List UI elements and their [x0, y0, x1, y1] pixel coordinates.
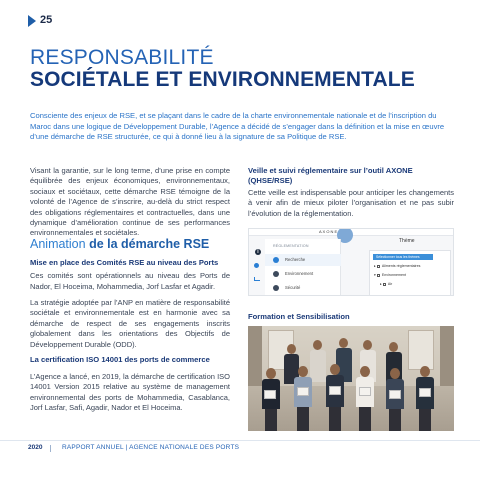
axone-theme-panel — [369, 250, 451, 296]
comites-text: Ces comités sont opérationnels au niveau des Ports de Nador, El Hoceima, Mohammedia, Jorf Lasfar et Agadir. — [30, 271, 230, 291]
leaf-icon — [273, 271, 279, 277]
axone-select-all-button: Sélectionner tous les thèmes — [373, 254, 433, 260]
footer-divider — [0, 440, 480, 441]
left-intro-paragraph: Visant la garantie, sur le long terme, d’une prise en compte équilibrée des enjeux économiques, environnementaux, sociaux et sociétaux, cette démarche RSE témoigne de la volonté de l’Agence de s’inscrire, au-delà du strict respect des obligations réglementaires et contractuelles, dans une dynamique d’amélioration continue de ses performances environnementales et sociétales. — [30, 166, 230, 238]
axone-menu-label: Environnement — [285, 271, 314, 276]
axone-menu-item-recherche — [265, 254, 341, 266]
search-icon — [273, 257, 279, 263]
footer-separator — [50, 445, 51, 452]
page-number: 25 — [40, 14, 53, 26]
page-title-line1: RESPONSABILITÉ — [30, 46, 214, 69]
chart-side-icon — [254, 277, 260, 281]
axone-menu-label: Recherche — [285, 257, 306, 262]
intro-paragraph: Consciente des enjeux de RSE, et se plaçant dans le cadre de la charte environnementale nationale et de l’inscription du Maroc dans une logique de Développement Durable, l’Agence a décidé de s’engager dans la définition et la mise en œuvre d’une démarche de RSE structurée, ce qui à donné lieu à la signature de sa Politique de RSE. — [30, 111, 445, 142]
search-side-icon — [254, 263, 259, 268]
axone-theme-label: Thème — [399, 238, 415, 244]
axone-menu-label: Sécurité — [285, 285, 301, 290]
page-title-line2: SOCIÉTALE ET ENVIRONNEMENTALE — [30, 68, 415, 91]
strategie-paragraph: La stratégie adoptée par l’ANP en matière de responsabilité sociétale et environnementale est en harmonie avec sa démarche de respect de ses engagements inscrits globalement dans les orientations des Objectifs de Développement Durable (ODD). — [30, 298, 230, 349]
footer-year: 2020 — [28, 444, 43, 451]
comites-heading: Mise en place des Comités RSE au niveau des Ports — [30, 258, 219, 267]
section-title — [30, 237, 209, 251]
formation-heading: Formation et Sensibilisation — [248, 312, 350, 321]
iso-text: L’Agence a lancé, en 2019, la démarche de certification ISO 14001 Version 2015 relative au système de management environnemental des ports de Mohammedia, Casablanca, Jorf Lasfar, Safi, Agadir, Nador et El Hoceima. — [30, 372, 230, 413]
footer-title: RAPPORT ANNUEL | AGENCE NATIONALE DES PORTS — [62, 444, 240, 451]
shield-icon — [273, 285, 279, 291]
footer — [0, 444, 480, 454]
veille-text: Cette veille est indispensable pour anticiper les changements à venir afin de mieux piloter l’organisation et ne pas subir l’évolution de la réglementation. — [248, 188, 454, 218]
triangle-marker-icon — [28, 15, 36, 27]
section-title-light: Animation — [30, 237, 90, 251]
info-icon: i — [255, 249, 261, 255]
axone-menu-item-securite — [265, 282, 341, 294]
axone-tree-item: ▸ Air — [380, 282, 393, 286]
axone-section-label: RÉGLEMENTATION — [273, 244, 309, 248]
axone-brand: A X O N E — [319, 229, 338, 234]
axone-menu-item-environnement — [265, 268, 341, 280]
comites-block — [30, 258, 230, 292]
axone-screenshot — [248, 228, 454, 296]
page-number-row — [0, 14, 480, 28]
iso-heading: La certification ISO 14001 des ports de commerce — [30, 355, 210, 364]
axone-tree-item: ▾ Environnement — [374, 273, 406, 277]
group-photo — [248, 326, 454, 431]
section-title-bold: de la démarche RSE — [89, 237, 210, 251]
veille-heading: Veille et suivi réglementaire sur l’outil AXONE (QHSE/RSE) — [248, 166, 413, 186]
axone-tree-item: ▸ Aliments réglementaires — [374, 264, 421, 268]
